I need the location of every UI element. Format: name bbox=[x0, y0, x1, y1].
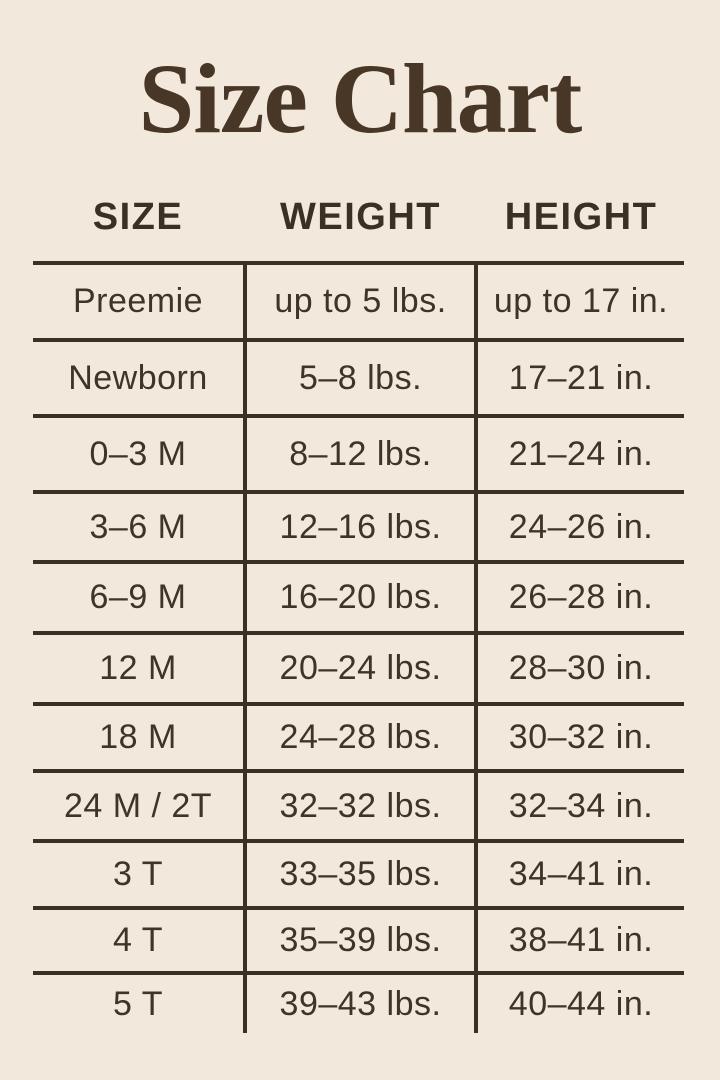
size-cell: 4 T bbox=[33, 906, 243, 971]
height-cell: up to 17 in. bbox=[478, 261, 684, 338]
height-cell: 34–41 in. bbox=[478, 839, 684, 906]
weight-cell: up to 5 lbs. bbox=[243, 261, 478, 338]
weight-cell: 35–39 lbs. bbox=[243, 906, 478, 971]
height-cell: 26–28 in. bbox=[478, 560, 684, 631]
size-cell: 0–3 M bbox=[33, 414, 243, 490]
size-cell: Preemie bbox=[33, 261, 243, 338]
column-header-weight: WEIGHT bbox=[280, 195, 441, 238]
height-cell: 28–30 in. bbox=[478, 631, 684, 702]
size-cell: 24 M / 2T bbox=[33, 769, 243, 839]
weight-cell: 32–32 lbs. bbox=[243, 769, 478, 839]
size-table bbox=[33, 261, 684, 1033]
size-cell: 5 T bbox=[33, 971, 243, 1033]
size-cell: 6–9 M bbox=[33, 560, 243, 631]
page-title: Size Chart bbox=[138, 43, 582, 154]
column-header-size: SIZE bbox=[92, 195, 184, 238]
weight-cell: 24–28 lbs. bbox=[243, 702, 478, 769]
weight-cell: 16–20 lbs. bbox=[243, 560, 478, 631]
size-cell: 12 M bbox=[33, 631, 243, 702]
height-cell: 38–41 in. bbox=[478, 906, 684, 971]
height-cell: 17–21 in. bbox=[478, 338, 684, 414]
size-cell: 3 T bbox=[33, 839, 243, 906]
height-cell: 30–32 in. bbox=[478, 702, 684, 769]
weight-cell: 12–16 lbs. bbox=[243, 490, 478, 560]
weight-cell: 5–8 lbs. bbox=[243, 338, 478, 414]
height-cell: 24–26 in. bbox=[478, 490, 684, 560]
size-cell: Newborn bbox=[33, 338, 243, 414]
height-cell: 32–34 in. bbox=[478, 769, 684, 839]
table-header-row bbox=[33, 188, 684, 246]
weight-cell: 20–24 lbs. bbox=[243, 631, 478, 702]
weight-cell: 8–12 lbs. bbox=[243, 414, 478, 490]
column-header-height: HEIGHT bbox=[504, 195, 658, 238]
weight-cell: 39–43 lbs. bbox=[243, 971, 478, 1033]
height-cell: 21–24 in. bbox=[478, 414, 684, 490]
size-cell: 18 M bbox=[33, 702, 243, 769]
size-cell: 3–6 M bbox=[33, 490, 243, 560]
height-cell: 40–44 in. bbox=[478, 971, 684, 1033]
weight-cell: 33–35 lbs. bbox=[243, 839, 478, 906]
